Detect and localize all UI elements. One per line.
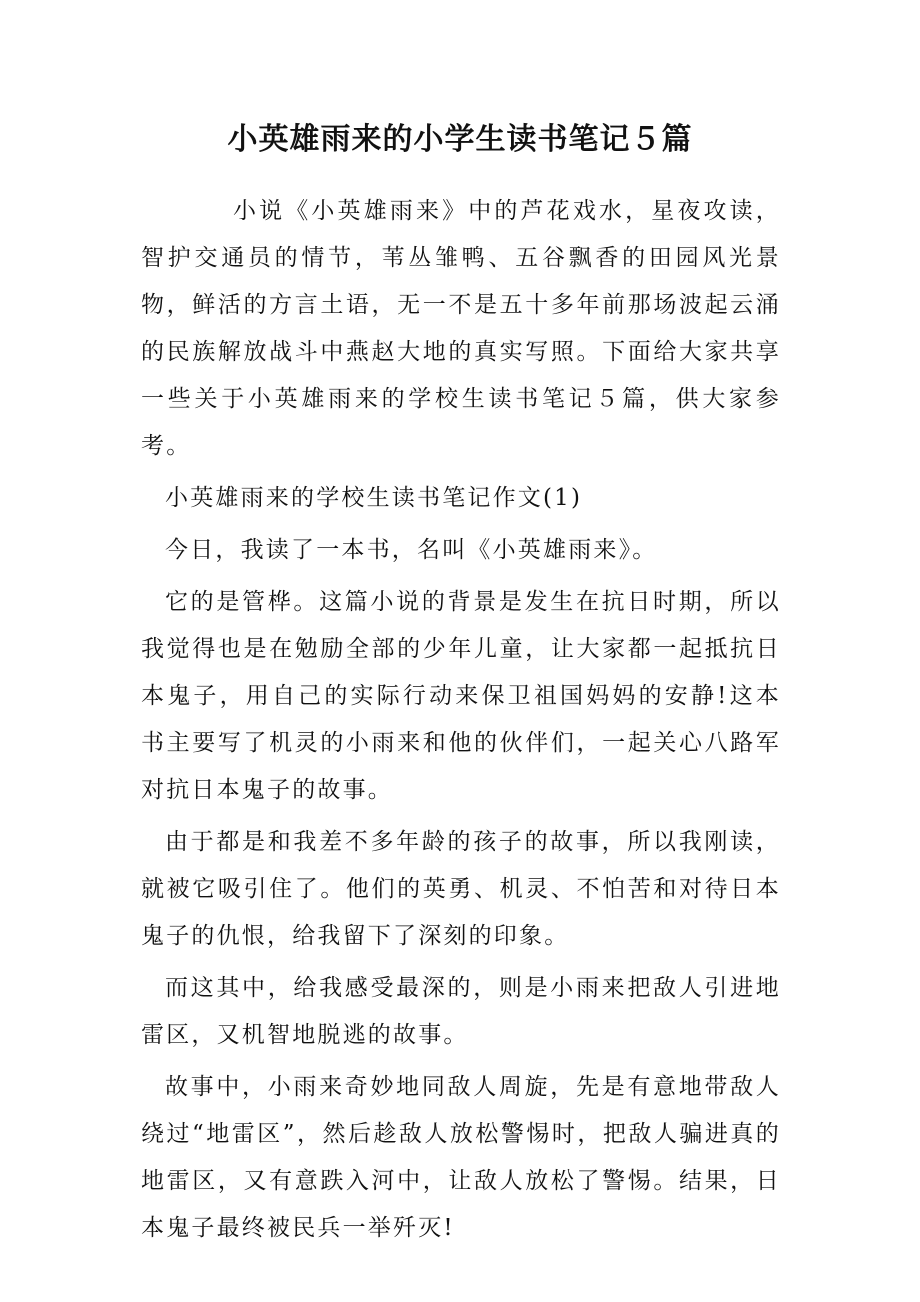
body-paragraph: 而这其中，给我感受最深的，则是小雨来把敌人引进地雷区，又机智地脱逃的故事。 (141, 975, 781, 1048)
intro-paragraph: 小说《小英雄雨来》中的芦花戏水，星夜攻读，智护交通员的情节，苇丛雏鸭、五谷飘香的田园风光景物，鲜活的方言土语，无一不是五十多年前那场波起云涌的民族解放战斗中燕赵大地的真实写照。下面给大家共享一些关于小英雄雨来的学校生读书笔记５篇，供大家参考。 (141, 198, 781, 459)
document-body (141, 188, 781, 1257)
body-paragraph: 它的是管桦。这篇小说的背景是发生在抗日时期，所以我觉得也是在勉励全部的少年儿童，让大家都一起抵抗日本鬼子，用自己的实际行动来保卫祖国妈妈的安静!这本书主要写了机灵的小雨来和他的伙伴们，一起关心八路军对抗日本鬼子的故事。 (141, 589, 781, 803)
document-title: 小英雄雨来的小学生读书笔记５篇 (227, 122, 693, 157)
body-paragraph: 由于都是和我差不多年龄的孩子的故事，所以我刚读，就被它吸引住了。他们的英勇、机灵、不怕苦和对待日本鬼子的仇恨，给我留下了深刻的印象。 (141, 829, 781, 949)
section-heading: 小英雄雨来的学校生读书笔记作文(1) (165, 485, 583, 511)
body-paragraph: 故事中，小雨来奇妙地同敌人周旋，先是有意地带敌人绕过“地雷区”，然后趁敌人放松警惕时，把敌人骗进真的地雷区，又有意跌入河中，让敌人放松了警惕。结果，日本鬼子最终被民兵一举歼灭! (141, 1074, 781, 1241)
body-paragraph: 今日，我读了一本书，名叫《小英雄雨来》。 (165, 537, 658, 563)
